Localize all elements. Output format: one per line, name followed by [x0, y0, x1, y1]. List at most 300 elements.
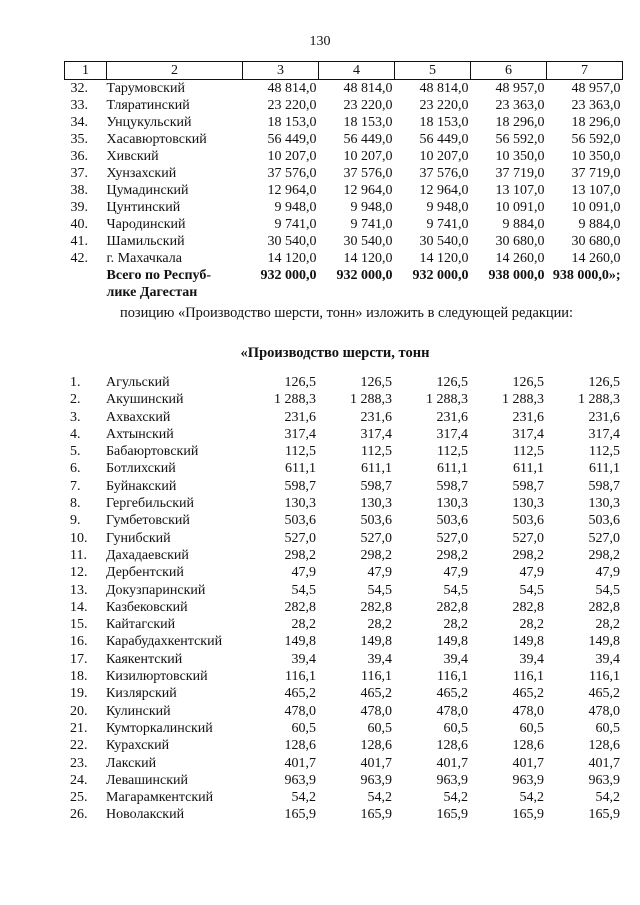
value-cell: 401,7: [512, 755, 544, 771]
value-cell: 30 540,0: [267, 234, 317, 249]
value-cell: 112,5: [589, 444, 620, 460]
table-row: [64, 806, 622, 823]
value-cell: 112,5: [513, 444, 544, 460]
value-cell: 23 363,0: [495, 98, 545, 113]
value-cell: 9 741,0: [426, 217, 469, 232]
table-row: [64, 772, 622, 789]
value-cell: 317,4: [436, 426, 468, 442]
column-header: 5: [395, 62, 471, 80]
value-cell: 60,5: [443, 720, 468, 736]
row-number: 11.: [70, 547, 87, 563]
value-cell: 611,1: [589, 461, 620, 477]
row-number: 2.: [70, 392, 81, 408]
district-name: Ахтынский: [106, 426, 174, 442]
value-cell: 56 592,0: [571, 132, 621, 147]
value-cell: 28,2: [519, 617, 544, 633]
value-cell: 527,0: [588, 530, 620, 546]
value-cell: 12 964,0: [267, 183, 317, 198]
value-cell: 1 288,3: [426, 392, 468, 408]
table-row: [64, 564, 622, 581]
value-cell: 149,8: [436, 634, 468, 650]
value-cell: 282,8: [284, 599, 316, 615]
table-row: [65, 97, 623, 114]
value-cell: 28,2: [595, 617, 620, 633]
value-cell: 298,2: [512, 547, 544, 563]
district-name: Кайтагский: [106, 617, 176, 633]
value-cell: 401,7: [588, 755, 620, 771]
value-cell: 503,6: [284, 513, 316, 529]
value-cell: 478,0: [284, 703, 316, 719]
district-name: Кизлярский: [106, 686, 177, 702]
row-number: 12.: [70, 565, 88, 581]
value-cell: 9 741,0: [274, 217, 317, 232]
row-number: 42.: [70, 251, 88, 266]
value-cell: 527,0: [512, 530, 544, 546]
table-row: [64, 789, 622, 806]
row-number: 40.: [70, 217, 88, 232]
district-name: Цунтинский: [106, 200, 181, 215]
value-cell: 54,2: [443, 790, 468, 806]
value-cell: 401,7: [436, 755, 468, 771]
value-cell: 39,4: [519, 651, 544, 667]
row-number: 22.: [70, 738, 88, 754]
district-name: Акушинский: [106, 392, 184, 408]
value-cell: 128,6: [436, 738, 468, 754]
value-cell: 503,6: [512, 513, 544, 529]
instruction-paragraph: [80, 305, 600, 322]
row-number: 18.: [70, 669, 88, 685]
value-cell: 56 449,0: [343, 132, 393, 147]
table-row: [64, 443, 622, 460]
value-cell: 30 540,0: [343, 234, 393, 249]
table-row: [65, 131, 623, 148]
district-name: Чародинский: [106, 217, 186, 232]
value-cell: 478,0: [588, 703, 620, 719]
value-cell: 128,6: [284, 738, 316, 754]
row-number: 32.: [70, 81, 88, 96]
row-number: 7.: [70, 478, 81, 494]
value-cell: 28,2: [291, 617, 316, 633]
table-row: [65, 182, 623, 199]
value-cell: 231,6: [588, 409, 620, 425]
table-row: [64, 495, 622, 512]
value-cell: 231,6: [512, 409, 544, 425]
total-value: 938 000,0»;: [552, 268, 621, 283]
value-cell: 39,4: [291, 651, 316, 667]
value-cell: 598,7: [436, 478, 468, 494]
value-cell: 130,3: [284, 496, 316, 512]
district-name: Каякентский: [106, 651, 183, 667]
table-row: [65, 114, 623, 131]
value-cell: 116,1: [589, 669, 620, 685]
value-cell: 598,7: [512, 478, 544, 494]
value-cell: 963,9: [436, 772, 468, 788]
district-name: Хивский: [106, 149, 159, 164]
value-cell: 47,9: [291, 565, 316, 581]
total-value: 932 000,0: [260, 268, 317, 283]
district-name: Кизилюртовский: [106, 669, 208, 685]
value-cell: 18 296,0: [495, 115, 545, 130]
district-name: Шамильский: [106, 234, 185, 249]
value-cell: 149,8: [284, 634, 316, 650]
value-cell: 14 260,0: [495, 251, 545, 266]
value-cell: 12 964,0: [343, 183, 393, 198]
total-value: 932 000,0: [412, 268, 469, 283]
value-cell: 401,7: [284, 755, 316, 771]
district-name: Карабудахкентский: [106, 634, 223, 650]
value-cell: 30 540,0: [419, 234, 469, 249]
column-header: 7: [547, 62, 623, 80]
total-label-line2: лике Дагестан: [106, 285, 198, 300]
table-row: [64, 460, 622, 477]
value-cell: 503,6: [360, 513, 392, 529]
value-cell: 10 350,0: [571, 149, 621, 164]
table-row: [64, 685, 622, 702]
district-name: Лакский: [106, 755, 157, 771]
value-cell: 231,6: [436, 409, 468, 425]
table-grain-quantities: [64, 61, 623, 301]
value-cell: 37 576,0: [343, 166, 393, 181]
district-name: Гумбетовский: [106, 513, 190, 529]
value-cell: 30 680,0: [495, 234, 545, 249]
value-cell: 60,5: [595, 720, 620, 736]
value-cell: 282,8: [436, 599, 468, 615]
value-cell: 9 948,0: [426, 200, 469, 215]
value-cell: 598,7: [588, 478, 620, 494]
table-row: [64, 720, 622, 737]
value-cell: 9 948,0: [350, 200, 393, 215]
row-number: 37.: [70, 166, 88, 181]
total-label: [107, 267, 243, 301]
value-cell: 963,9: [284, 772, 316, 788]
value-cell: 503,6: [588, 513, 620, 529]
table-row: [64, 651, 622, 668]
district-name: Дахадаевский: [106, 547, 189, 563]
value-cell: 116,1: [513, 669, 544, 685]
value-cell: 9 741,0: [350, 217, 393, 232]
value-cell: 39,4: [595, 651, 620, 667]
value-cell: 54,5: [367, 582, 392, 598]
value-cell: 282,8: [512, 599, 544, 615]
value-cell: 39,4: [443, 651, 468, 667]
row-number: 34.: [70, 115, 88, 130]
value-cell: 130,3: [436, 496, 468, 512]
paragraph-text: позицию «Производство шерсти, тонн» изложить в следующей редакции:: [120, 305, 573, 321]
table-row: [64, 374, 622, 391]
value-cell: 60,5: [291, 720, 316, 736]
district-name: Ахвахский: [106, 409, 171, 425]
value-cell: 465,2: [588, 686, 620, 702]
district-name: Гергебильский: [106, 496, 194, 512]
value-cell: 1 288,3: [350, 392, 392, 408]
value-cell: 149,8: [512, 634, 544, 650]
row-number: 4.: [70, 426, 81, 442]
district-name: Ботлихский: [106, 461, 176, 477]
district-name: Тарумовский: [106, 81, 185, 96]
value-cell: 48 814,0: [419, 81, 469, 96]
value-cell: 128,6: [588, 738, 620, 754]
table-row: [64, 547, 622, 564]
row-number: 5.: [70, 444, 81, 460]
district-name: Гунибский: [106, 530, 171, 546]
value-cell: 23 363,0: [571, 98, 621, 113]
column-header: 1: [65, 62, 107, 80]
row-number: 16.: [70, 634, 88, 650]
value-cell: 598,7: [360, 478, 392, 494]
table-row: [64, 616, 622, 633]
row-number: 33.: [70, 98, 88, 113]
row-number: 23.: [70, 755, 88, 771]
value-cell: 1 288,3: [274, 392, 316, 408]
district-name: Хасавюртовский: [106, 132, 207, 147]
value-cell: 116,1: [285, 669, 316, 685]
value-cell: 48 957,0: [495, 81, 545, 96]
table-row: [65, 148, 623, 165]
value-cell: 47,9: [443, 565, 468, 581]
value-cell: 47,9: [367, 565, 392, 581]
value-cell: 12 964,0: [419, 183, 469, 198]
value-cell: 527,0: [284, 530, 316, 546]
value-cell: 401,7: [360, 755, 392, 771]
district-name: Курахский: [106, 738, 170, 754]
table-wool-production: [64, 374, 622, 824]
value-cell: 13 107,0: [495, 183, 545, 198]
value-cell: 54,2: [519, 790, 544, 806]
district-name: Левашинский: [106, 772, 189, 788]
value-cell: 112,5: [285, 444, 316, 460]
value-cell: 116,1: [437, 669, 468, 685]
value-cell: 18 296,0: [571, 115, 621, 130]
value-cell: 130,3: [512, 496, 544, 512]
table-row: [64, 599, 622, 616]
value-cell: 298,2: [360, 547, 392, 563]
table-row: [64, 755, 622, 772]
value-cell: 317,4: [360, 426, 392, 442]
value-cell: 317,4: [512, 426, 544, 442]
value-cell: 611,1: [513, 461, 544, 477]
value-cell: 298,2: [436, 547, 468, 563]
value-cell: 126,5: [436, 375, 468, 390]
value-cell: 282,8: [588, 599, 620, 615]
value-cell: 1 288,3: [502, 392, 544, 408]
value-cell: 56 449,0: [267, 132, 317, 147]
value-cell: 963,9: [512, 772, 544, 788]
total-row: [65, 267, 623, 301]
district-name: г. Махачкала: [106, 251, 182, 266]
value-cell: 14 120,0: [343, 251, 393, 266]
table-row: [65, 233, 623, 250]
value-cell: 465,2: [512, 686, 544, 702]
value-cell: 47,9: [595, 565, 620, 581]
value-cell: 28,2: [367, 617, 392, 633]
value-cell: 54,2: [291, 790, 316, 806]
row-number: 15.: [70, 617, 88, 633]
value-cell: 1 288,3: [578, 392, 620, 408]
section-heading: «Производство шерсти, тонн: [240, 345, 430, 361]
value-cell: 37 576,0: [419, 166, 469, 181]
value-cell: 130,3: [360, 496, 392, 512]
table-header-row: [65, 62, 623, 80]
value-cell: 611,1: [361, 461, 392, 477]
row-number: 19.: [70, 686, 88, 702]
row-number: 9.: [70, 513, 81, 529]
row-number: 24.: [70, 772, 88, 788]
row-number: 20.: [70, 703, 88, 719]
table-row: [64, 668, 622, 685]
district-name: Кумторкалинский: [106, 720, 213, 736]
value-cell: 60,5: [519, 720, 544, 736]
value-cell: 963,9: [360, 772, 392, 788]
value-cell: 28,2: [443, 617, 468, 633]
value-cell: 10 091,0: [495, 200, 545, 215]
value-cell: 54,5: [519, 582, 544, 598]
value-cell: 48 957,0: [571, 81, 621, 96]
total-value: 932 000,0: [336, 268, 393, 283]
value-cell: 465,2: [284, 686, 316, 702]
row-number: 21.: [70, 720, 88, 736]
value-cell: 14 120,0: [267, 251, 317, 266]
value-cell: 37 719,0: [571, 166, 621, 181]
table-row: [64, 478, 622, 495]
value-cell: 23 220,0: [343, 98, 393, 113]
value-cell: 465,2: [436, 686, 468, 702]
row-number: 14.: [70, 599, 88, 615]
value-cell: 282,8: [360, 599, 392, 615]
value-cell: 317,4: [588, 426, 620, 442]
value-cell: 165,9: [284, 807, 316, 823]
row-number: 13.: [70, 582, 88, 598]
value-cell: 39,4: [367, 651, 392, 667]
value-cell: 48 814,0: [343, 81, 393, 96]
value-cell: 527,0: [360, 530, 392, 546]
table-row: [65, 250, 623, 267]
value-cell: 231,6: [284, 409, 316, 425]
table-row: [65, 80, 623, 98]
district-name: Агульский: [106, 375, 170, 390]
value-cell: 149,8: [588, 634, 620, 650]
value-cell: 60,5: [367, 720, 392, 736]
district-name: Кулинский: [106, 703, 171, 719]
district-name: Бабаюртовский: [106, 444, 199, 460]
table-row: [64, 737, 622, 754]
value-cell: 18 153,0: [343, 115, 393, 130]
value-cell: 126,5: [588, 375, 620, 390]
row-number: 17.: [70, 651, 88, 667]
row-number: 1.: [70, 375, 81, 390]
row-number: 36.: [70, 149, 88, 164]
table-row: [64, 582, 622, 599]
row-number: 8.: [70, 496, 81, 512]
value-cell: 54,5: [595, 582, 620, 598]
row-number: 35.: [70, 132, 88, 147]
value-cell: 56 592,0: [495, 132, 545, 147]
table-row: [65, 199, 623, 216]
value-cell: 611,1: [285, 461, 316, 477]
value-cell: 13 107,0: [571, 183, 621, 198]
value-cell: 54,5: [291, 582, 316, 598]
value-cell: 37 576,0: [267, 166, 317, 181]
row-number: 41.: [70, 234, 88, 249]
row-number: 38.: [70, 183, 88, 198]
value-cell: 165,9: [436, 807, 468, 823]
value-cell: 503,6: [436, 513, 468, 529]
value-cell: 130,3: [588, 496, 620, 512]
page-number: 130: [309, 34, 331, 49]
row-number: 26.: [70, 807, 88, 823]
value-cell: 48 814,0: [267, 81, 317, 96]
district-name: Докузпаринский: [106, 582, 206, 598]
district-name: Хунзахский: [106, 166, 177, 181]
value-cell: 165,9: [512, 807, 544, 823]
district-name: Унцукульский: [106, 115, 192, 130]
table-row: [65, 165, 623, 182]
district-name: Магарамкентский: [106, 790, 214, 806]
value-cell: 56 449,0: [419, 132, 469, 147]
value-cell: 478,0: [360, 703, 392, 719]
row-number: 6.: [70, 461, 81, 477]
row-number: 39.: [70, 200, 88, 215]
value-cell: 14 260,0: [571, 251, 621, 266]
row-number: 3.: [70, 409, 81, 425]
value-cell: 149,8: [360, 634, 392, 650]
district-name: Новолакский: [106, 807, 185, 823]
value-cell: 112,5: [437, 444, 468, 460]
value-cell: 126,5: [360, 375, 392, 390]
value-cell: 30 680,0: [571, 234, 621, 249]
value-cell: 126,5: [512, 375, 544, 390]
value-cell: 611,1: [437, 461, 468, 477]
table-row: [64, 530, 622, 547]
value-cell: 298,2: [588, 547, 620, 563]
district-name: Буйнакский: [106, 478, 177, 494]
value-cell: 18 153,0: [267, 115, 317, 130]
column-header: 2: [107, 62, 243, 80]
column-header: 3: [243, 62, 319, 80]
value-cell: 963,9: [588, 772, 620, 788]
value-cell: 598,7: [284, 478, 316, 494]
value-cell: 10 207,0: [343, 149, 393, 164]
district-name: Казбековский: [106, 599, 188, 615]
value-cell: 126,5: [284, 375, 316, 390]
value-cell: 298,2: [284, 547, 316, 563]
table-row: [65, 216, 623, 233]
value-cell: 10 207,0: [267, 149, 317, 164]
value-cell: 10 091,0: [571, 200, 621, 215]
value-cell: 478,0: [436, 703, 468, 719]
column-header: 4: [319, 62, 395, 80]
value-cell: 465,2: [360, 686, 392, 702]
total-label-line1: Всего по Респуб-: [106, 268, 212, 283]
value-cell: 231,6: [360, 409, 392, 425]
value-cell: 10 350,0: [495, 149, 545, 164]
total-value: 938 000,0: [488, 268, 545, 283]
value-cell: 47,9: [519, 565, 544, 581]
value-cell: 9 884,0: [502, 217, 545, 232]
value-cell: 128,6: [360, 738, 392, 754]
value-cell: 112,5: [361, 444, 392, 460]
row-number: 10.: [70, 530, 88, 546]
value-cell: 116,1: [361, 669, 392, 685]
value-cell: 10 207,0: [419, 149, 469, 164]
value-cell: 9 884,0: [578, 217, 621, 232]
value-cell: 23 220,0: [419, 98, 469, 113]
value-cell: 478,0: [512, 703, 544, 719]
column-header: 6: [471, 62, 547, 80]
table-row: [64, 426, 622, 443]
table-row: [64, 703, 622, 720]
value-cell: 54,5: [443, 582, 468, 598]
value-cell: 527,0: [436, 530, 468, 546]
